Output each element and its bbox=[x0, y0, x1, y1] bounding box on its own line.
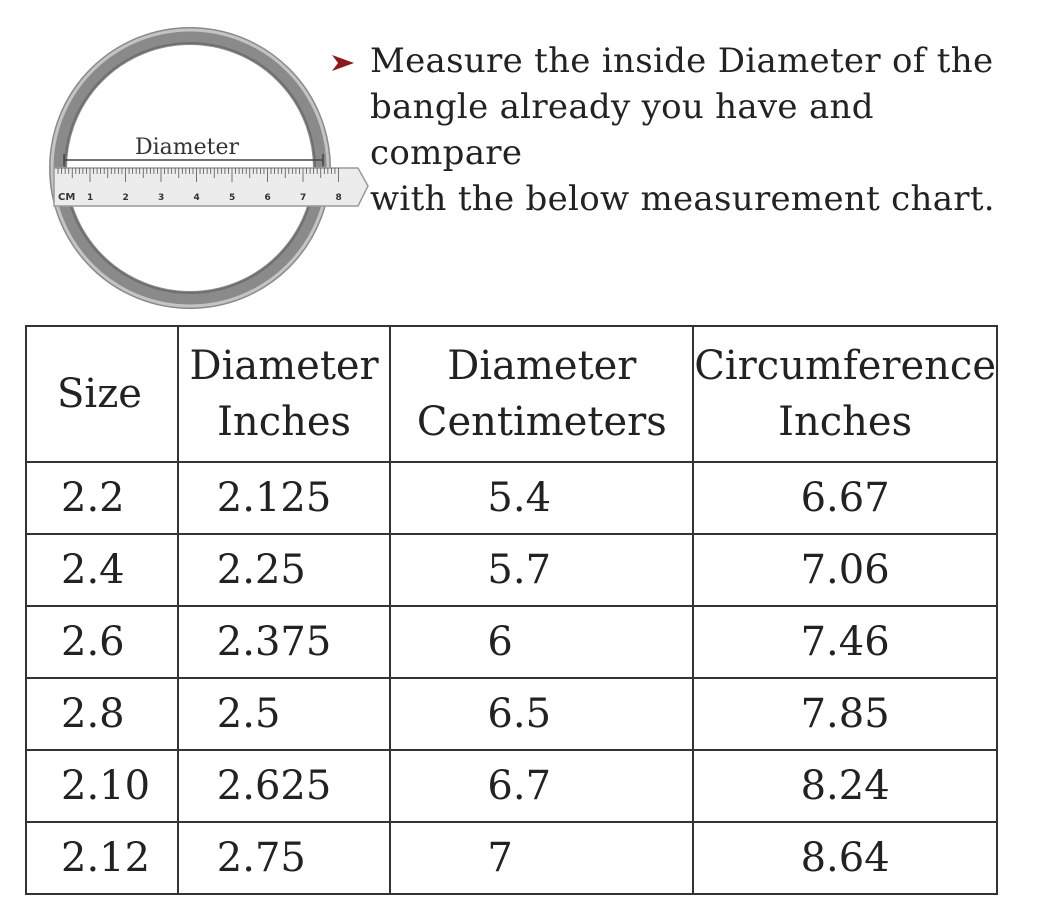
cell-diameter-cm: 6 bbox=[390, 606, 693, 678]
bangle-size-table bbox=[25, 325, 998, 895]
header-line: Circumference bbox=[694, 343, 996, 389]
cell-diameter-cm: 6.7 bbox=[390, 750, 693, 822]
cell-size: 2.10 bbox=[26, 750, 178, 822]
header-size-label: Size bbox=[57, 371, 142, 417]
ruler-unit-label: CM bbox=[58, 192, 76, 203]
cell-circumference: 7.85 bbox=[693, 678, 997, 750]
header-diameter-centimeters bbox=[390, 326, 693, 462]
header-circumference-inches bbox=[693, 326, 997, 462]
cell-circumference: 7.46 bbox=[693, 606, 997, 678]
cell-diameter-inches: 2.25 bbox=[178, 534, 391, 606]
ruler-number: 6 bbox=[264, 193, 271, 203]
header-line: Centimeters bbox=[416, 399, 667, 445]
header-line: Inches bbox=[217, 399, 352, 445]
arrow-right-icon bbox=[330, 52, 356, 74]
table-row bbox=[26, 534, 997, 606]
cell-size: 2.6 bbox=[26, 606, 178, 678]
table-row bbox=[26, 750, 997, 822]
cell-circumference: 8.64 bbox=[693, 822, 997, 894]
table-row bbox=[26, 462, 997, 534]
table-row bbox=[26, 822, 997, 894]
cell-circumference: 7.06 bbox=[693, 534, 997, 606]
ruler-number: 1 bbox=[87, 193, 94, 203]
cell-size: 2.8 bbox=[26, 678, 178, 750]
header-line: Diameter bbox=[189, 343, 379, 389]
cell-diameter-cm: 5.7 bbox=[390, 534, 693, 606]
cell-size: 2.2 bbox=[26, 462, 178, 534]
header-size bbox=[26, 326, 178, 462]
header-diameter-inches bbox=[178, 326, 391, 462]
instruction-block bbox=[330, 38, 1030, 222]
cell-size: 2.4 bbox=[26, 534, 178, 606]
cell-diameter-inches: 2.75 bbox=[178, 822, 391, 894]
bangle-ruler-illustration bbox=[40, 20, 380, 320]
cell-diameter-cm: 5.4 bbox=[390, 462, 693, 534]
ruler bbox=[54, 168, 368, 206]
diameter-label: Diameter bbox=[135, 135, 240, 160]
ruler-number: 4 bbox=[193, 193, 200, 203]
cell-size: 2.12 bbox=[26, 822, 178, 894]
cell-diameter-cm: 7 bbox=[390, 822, 693, 894]
cell-diameter-inches: 2.625 bbox=[178, 750, 391, 822]
cell-diameter-cm: 6.5 bbox=[390, 678, 693, 750]
instruction-text: Measure the inside Diameter of the bangle already you have and compare with the below measurement chart. bbox=[370, 41, 995, 219]
cell-diameter-inches: 2.5 bbox=[178, 678, 391, 750]
header-line: Diameter bbox=[447, 343, 637, 389]
header-line: Inches bbox=[778, 399, 913, 445]
table-row bbox=[26, 606, 997, 678]
ruler-number: 7 bbox=[300, 193, 307, 203]
ruler-number: 3 bbox=[158, 193, 165, 203]
ruler-number: 5 bbox=[229, 193, 236, 203]
table-header-row bbox=[26, 326, 997, 462]
cell-diameter-inches: 2.125 bbox=[178, 462, 391, 534]
cell-circumference: 6.67 bbox=[693, 462, 997, 534]
ruler-number: 2 bbox=[122, 193, 129, 203]
table-row bbox=[26, 678, 997, 750]
cell-circumference: 8.24 bbox=[693, 750, 997, 822]
ruler-number: 8 bbox=[335, 193, 342, 203]
cell-diameter-inches: 2.375 bbox=[178, 606, 391, 678]
